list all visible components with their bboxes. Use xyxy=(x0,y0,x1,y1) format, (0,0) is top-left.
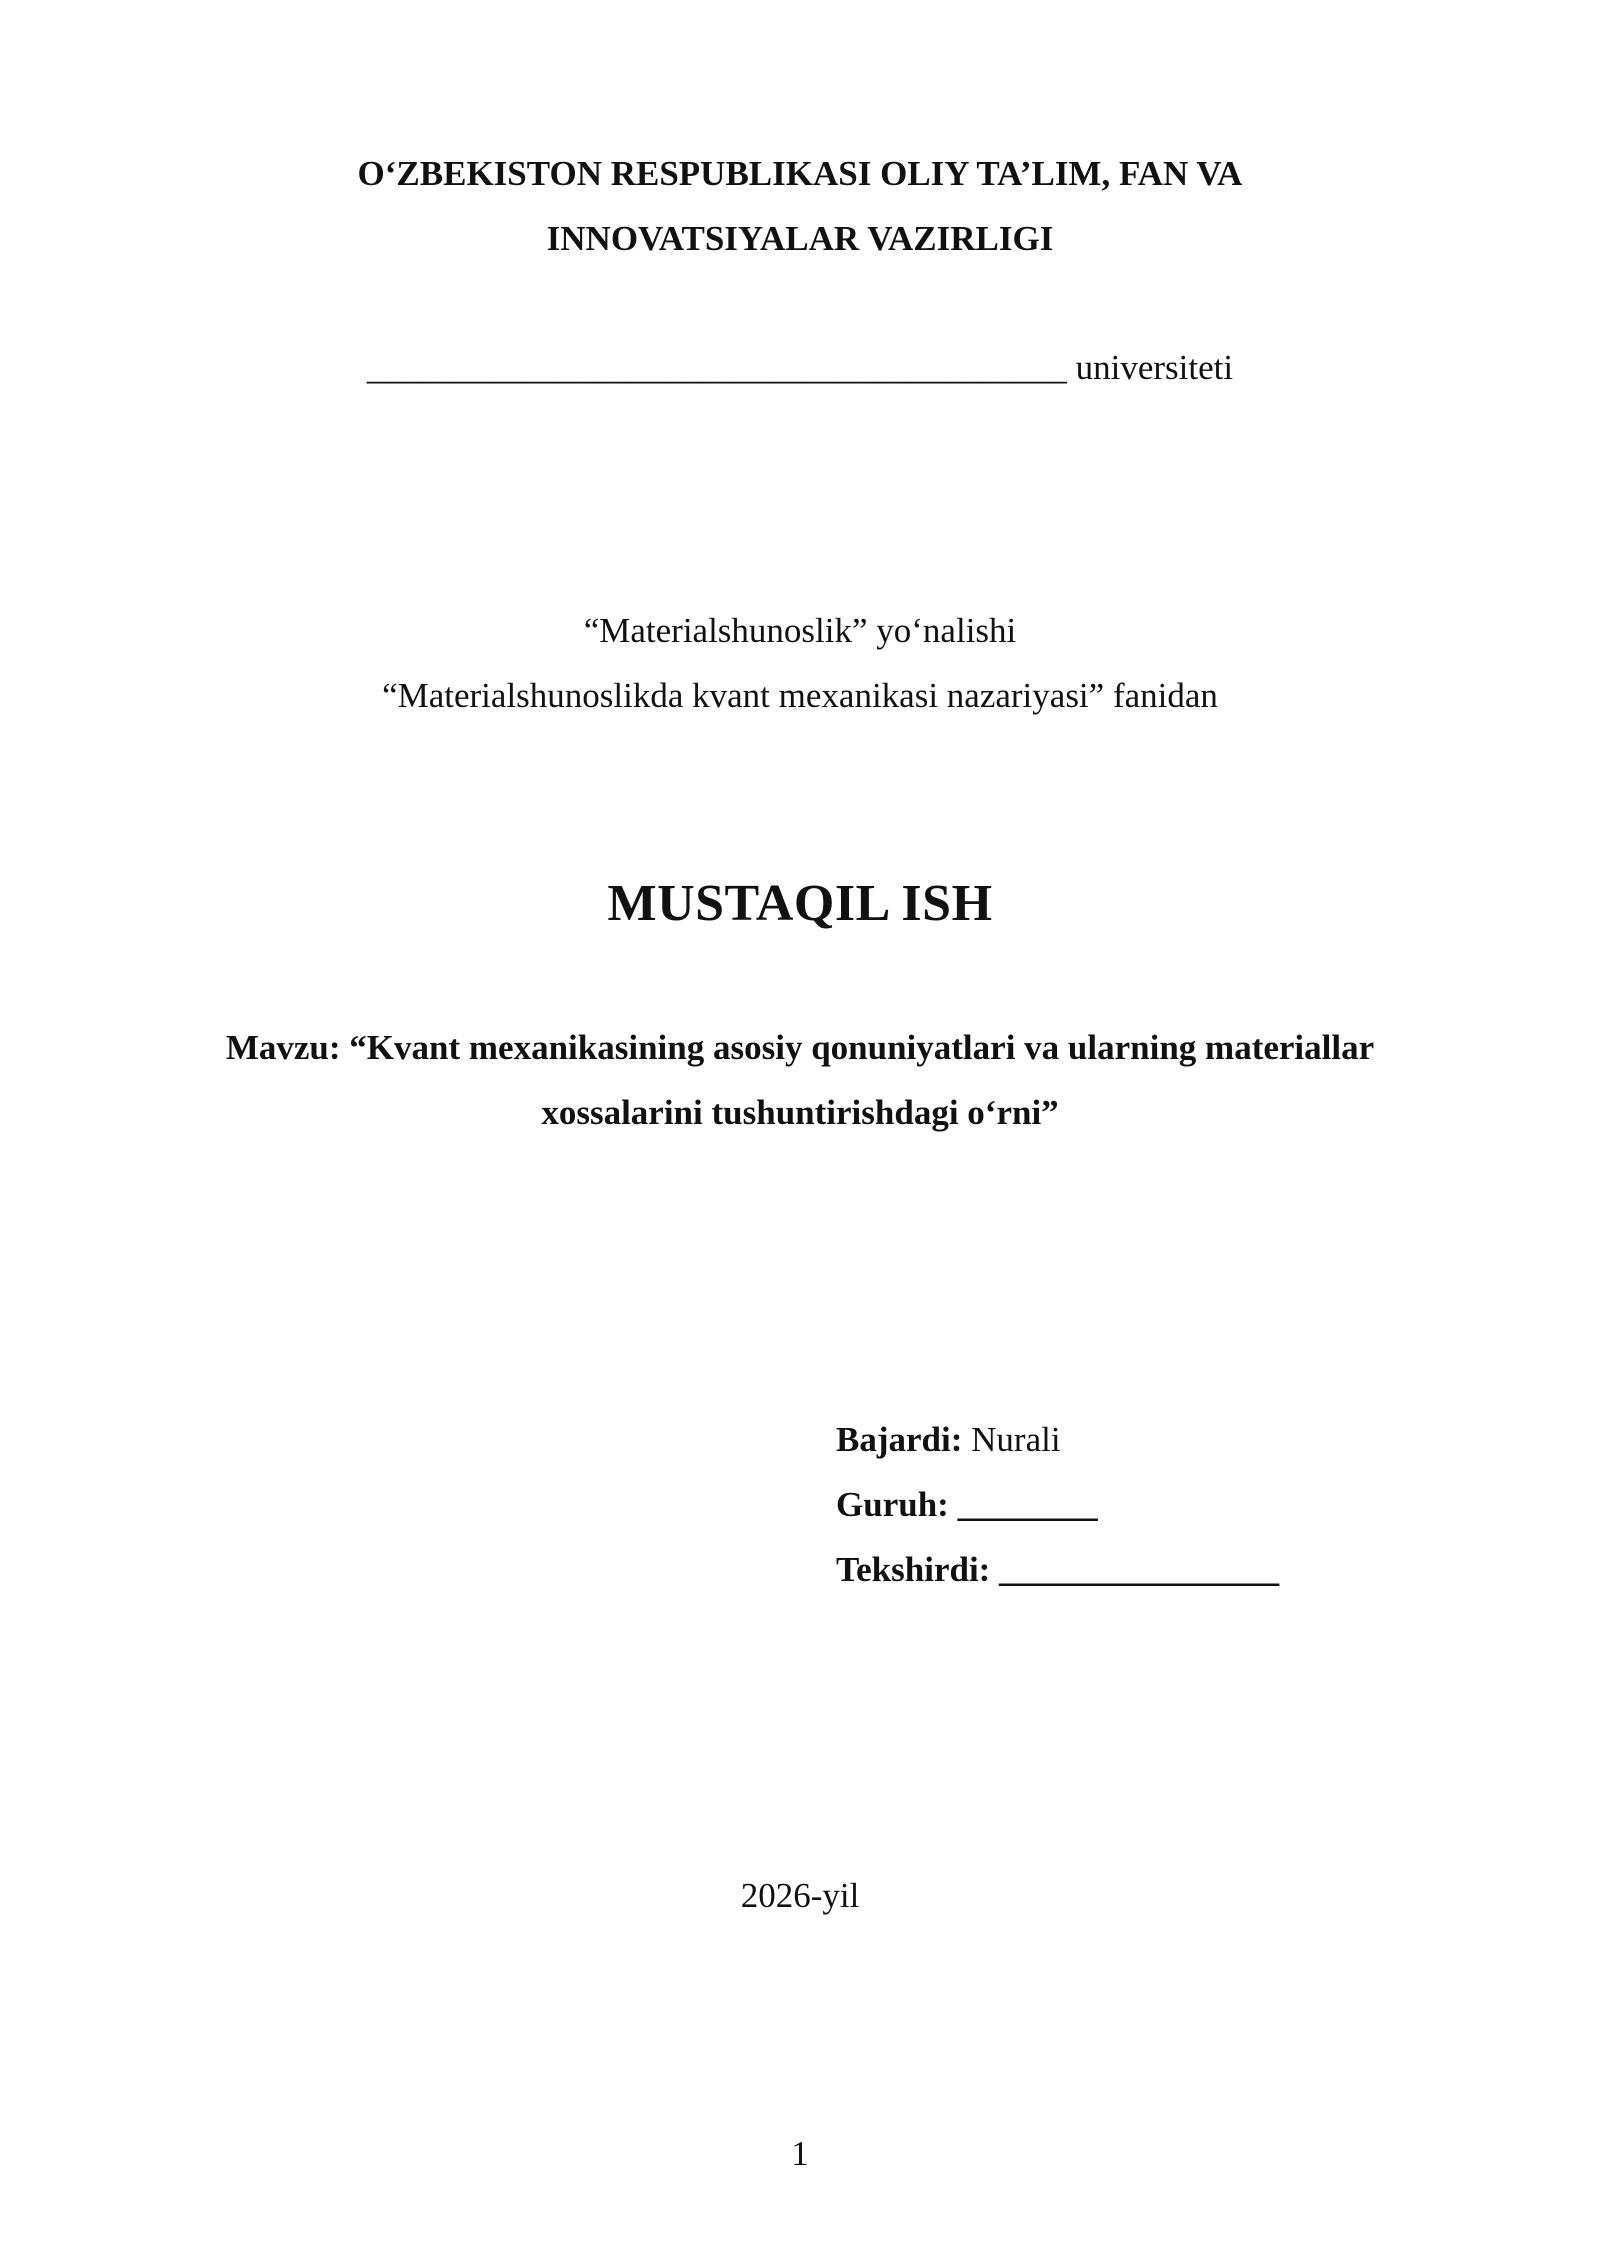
study-direction: “Materialshunoslik” yo‘nalishi xyxy=(583,611,1017,650)
topic-line-1: Mavzu: “Kvant mexanikasining asosiy qonuniyatlari va ularning materiallar xyxy=(225,1028,1375,1067)
group-label: Guruh: xyxy=(836,1485,949,1524)
document-title: MUSTAQIL ISH xyxy=(607,875,993,932)
checker-label: Tekshirdi: xyxy=(836,1550,991,1589)
university-suffix: universiteti xyxy=(1075,348,1234,387)
checker-row xyxy=(836,1552,1279,1617)
year-label: 2026-yil xyxy=(740,1876,860,1915)
group-blank: ________ xyxy=(957,1485,1098,1524)
performer-row xyxy=(836,1422,1279,1487)
university-name-blank: ________________________________________ xyxy=(366,348,1067,387)
topic-heading xyxy=(0,1030,1600,1130)
university-line xyxy=(0,350,1600,385)
ministry-heading-line-2: INNOVATSIYALAR VAZIRLIGI xyxy=(546,219,1054,258)
author-info-block xyxy=(836,1422,1279,1617)
performer-name: Nurali xyxy=(971,1420,1061,1459)
performer-label: Bajardi: xyxy=(836,1420,963,1459)
ministry-heading xyxy=(0,156,1600,256)
page-number: 1 xyxy=(791,2134,809,2173)
subject-name: “Materialshunoslikda kvant mexanikasi nazariyasi” fanidan xyxy=(382,676,1218,715)
ministry-heading-line-1: O‘ZBEKISTON RESPUBLIKASI OLIY TA’LIM, FAN VA xyxy=(357,154,1243,193)
checker-blank: ________________ xyxy=(999,1550,1280,1589)
group-row xyxy=(836,1487,1279,1552)
topic-line-2: xossalarini tushuntirishdagi o‘rni” xyxy=(541,1093,1059,1132)
